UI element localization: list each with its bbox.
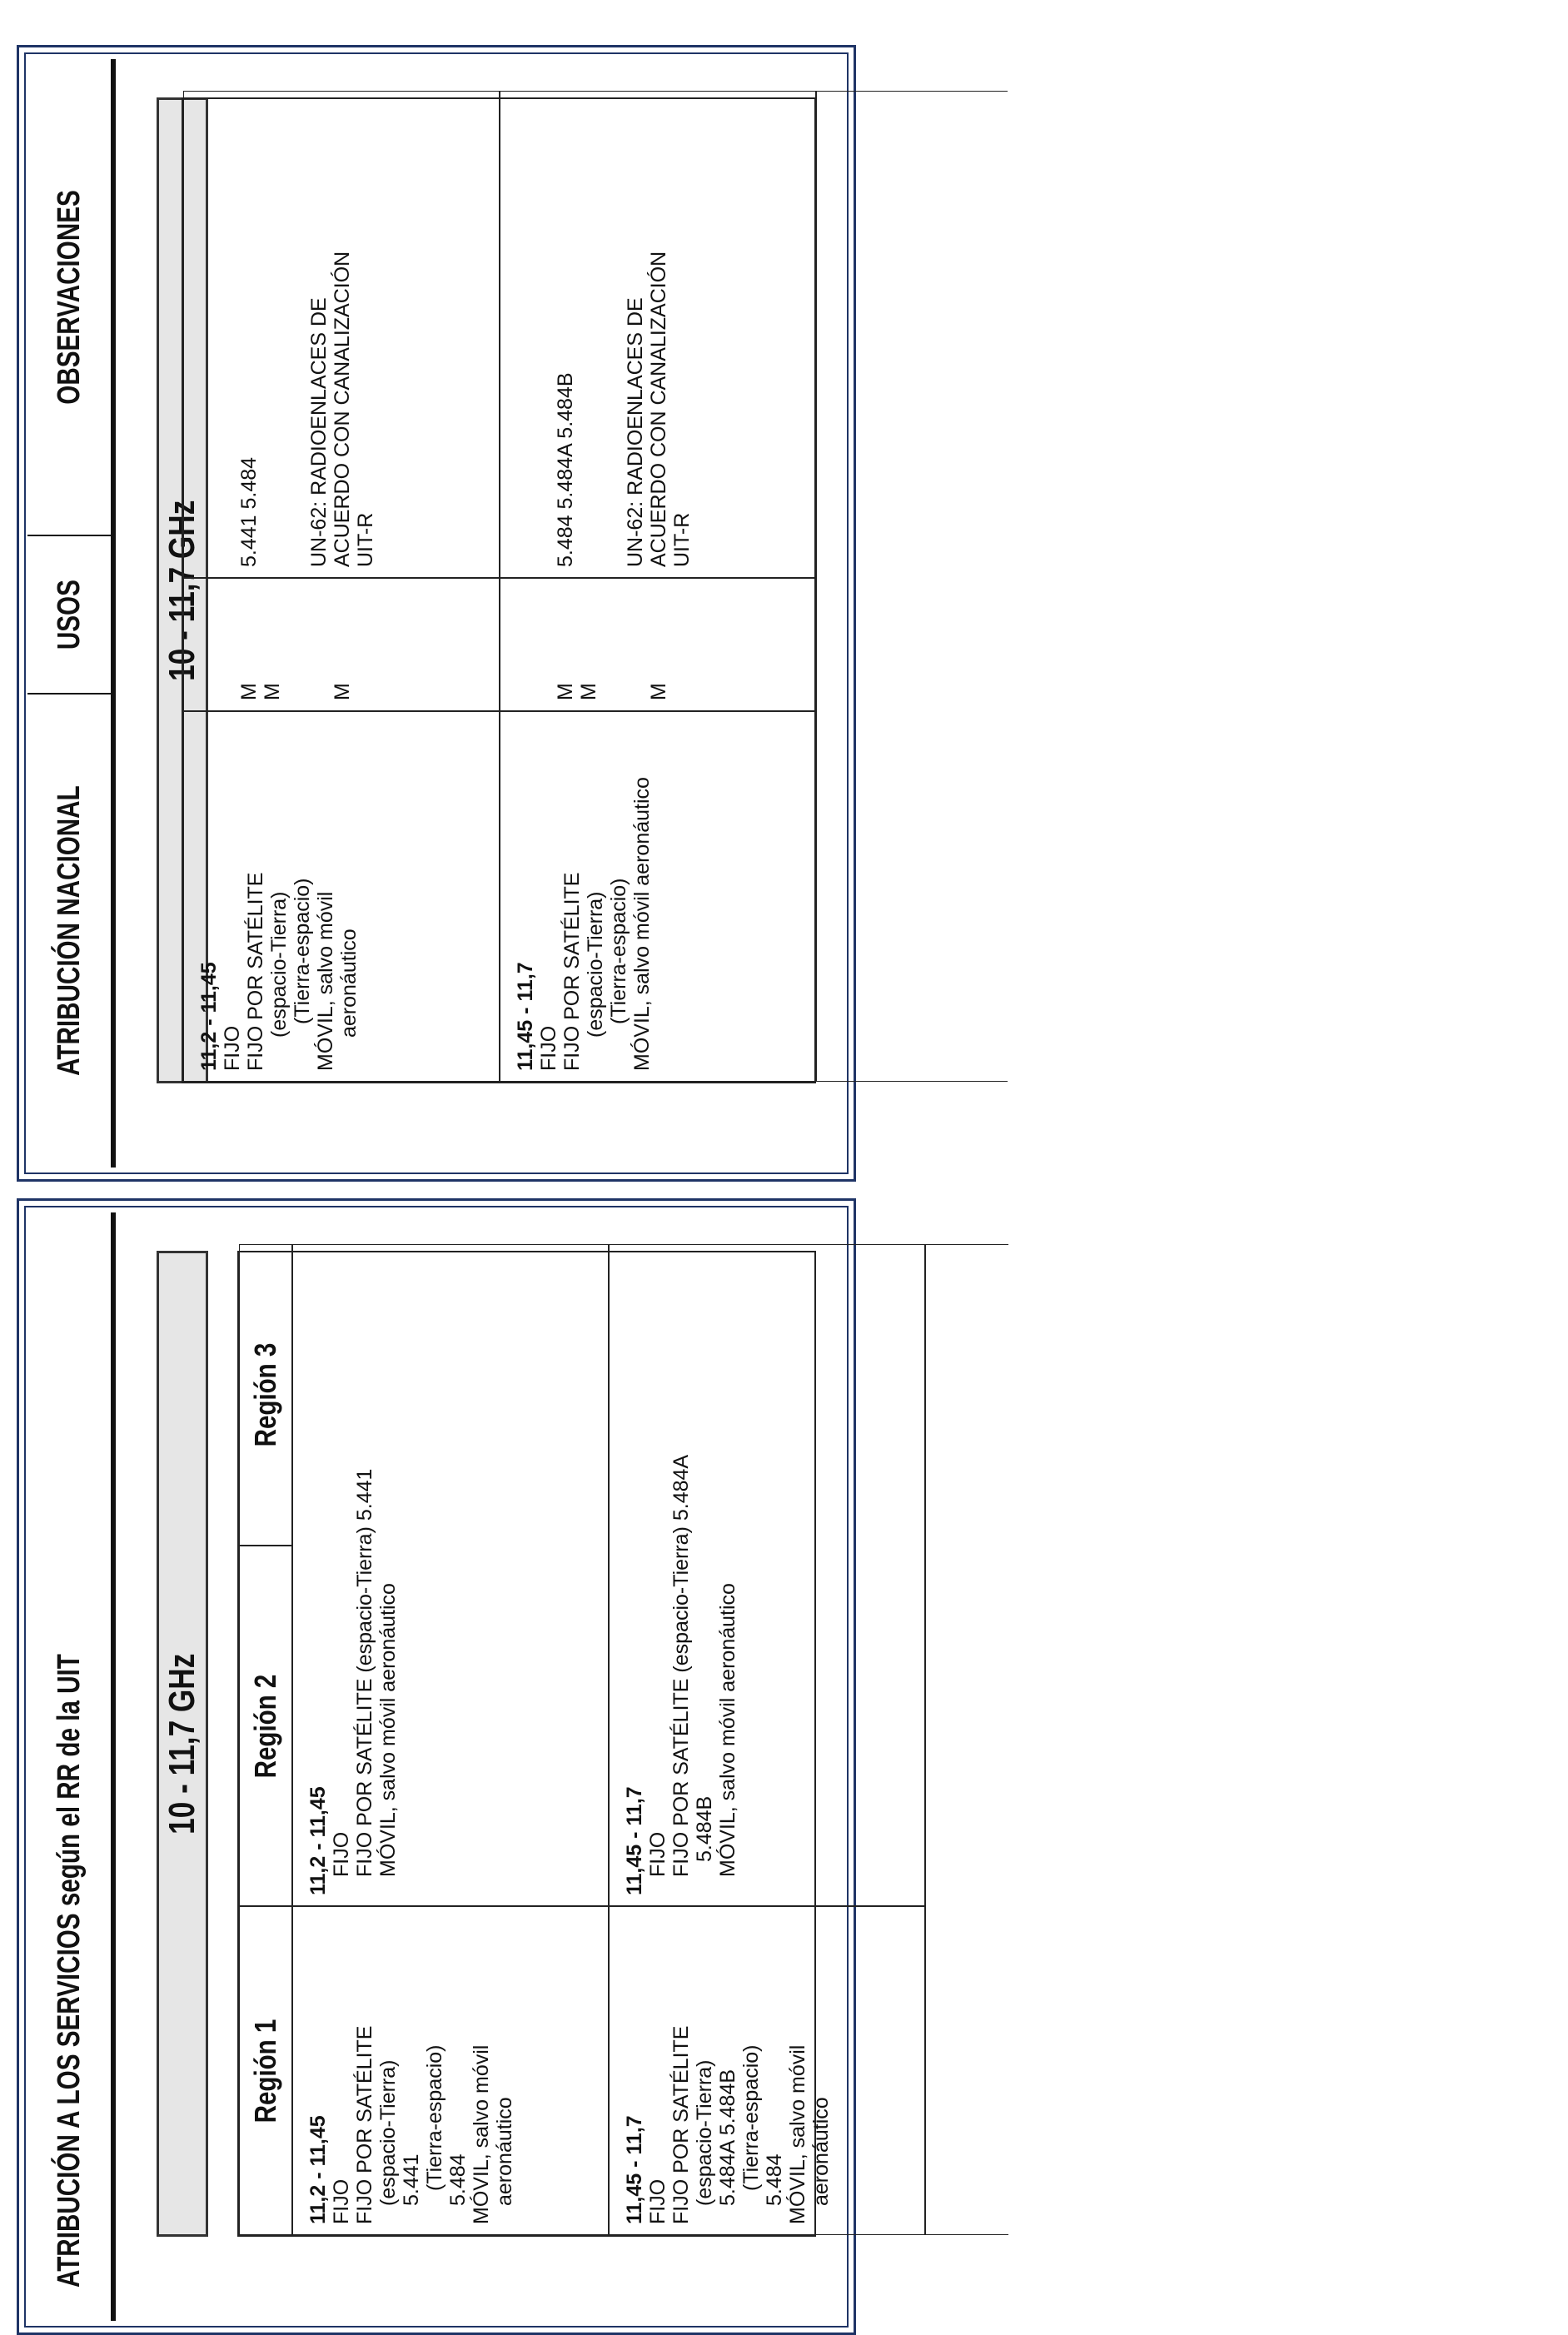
service-line: FIJO POR SATÉLITE (espacio-Tierra) 5.441 bbox=[353, 1468, 376, 1877]
service-line: (Tierra-espacio) bbox=[291, 878, 314, 1024]
itu-band-label: 10 - 11,7 GHz bbox=[162, 1653, 202, 1835]
header-atribucion-nacional bbox=[27, 693, 111, 1168]
row1-atribucion-cell bbox=[183, 711, 500, 1082]
service-line: (Tierra-espacio) bbox=[423, 2044, 446, 2191]
service-line: (espacio-Tierra) bbox=[693, 2059, 716, 2206]
header-region-2 bbox=[239, 1546, 292, 1906]
service-line: (Tierra-espacio) bbox=[607, 878, 630, 1024]
uso-code: M bbox=[237, 683, 261, 700]
service-line: FIJO POR SATÉLITE (espacio-Tierra) 5.484A bbox=[670, 1454, 693, 1877]
row1-observaciones-cell bbox=[183, 91, 500, 578]
uso-code: M bbox=[554, 683, 577, 700]
service-line: MÓVIL, salvo móvil aeronáutico bbox=[630, 777, 654, 1071]
header-region-3 bbox=[239, 1244, 292, 1546]
service-line: FIJO POR SATÉLITE bbox=[353, 2025, 376, 2224]
observation-line: UIT-R bbox=[670, 512, 694, 567]
observation-line: UN-62: RADIOENLACES DE bbox=[624, 297, 647, 567]
national-header-row bbox=[27, 59, 116, 1168]
header-atribucion-label: ATRIBUCIÓN NACIONAL bbox=[51, 785, 87, 1077]
service-line: (espacio-Tierra) bbox=[376, 2059, 400, 2206]
empty-area bbox=[925, 1244, 1008, 2235]
band-range: 11,2 - 11,45 bbox=[306, 2115, 330, 2224]
service-line: FIJO bbox=[330, 1831, 353, 1877]
row2-observaciones-cell bbox=[500, 91, 816, 578]
row1-region23-cell bbox=[292, 1244, 609, 1906]
footnote-line: 5.484 bbox=[763, 2153, 786, 2206]
band-range: 11,2 - 11,45 bbox=[197, 962, 221, 1071]
footnote-line: 5.484 5.484A 5.484B bbox=[554, 372, 577, 567]
national-allocation-panel bbox=[17, 45, 856, 1182]
service-line: aeronáutico bbox=[337, 929, 361, 1038]
service-line: FIJO POR SATÉLITE bbox=[244, 872, 267, 1071]
service-line: MÓVIL, salvo móvil aeronáutico bbox=[376, 1583, 400, 1877]
row2-region1-cell bbox=[609, 1906, 925, 2235]
service-line: MÓVIL, salvo móvil bbox=[314, 891, 337, 1071]
service-line: (Tierra-espacio) bbox=[739, 2044, 763, 2191]
row1-region1-cell bbox=[292, 1906, 609, 2235]
uso-code: M bbox=[261, 683, 284, 700]
rotated-sheet bbox=[17, 189, 856, 2335]
service-line: FIJO bbox=[330, 2178, 353, 2224]
row2-usos-cell bbox=[500, 578, 816, 711]
band-range: 11,45 - 11,7 bbox=[623, 1786, 646, 1895]
service-line: FIJO bbox=[221, 1025, 244, 1071]
national-band-label: 10 - 11,7 GHz bbox=[162, 500, 202, 681]
service-line: aeronáutico bbox=[809, 2097, 833, 2206]
header-observaciones bbox=[27, 59, 111, 535]
header-usos bbox=[27, 535, 111, 693]
service-line: FIJO bbox=[646, 1831, 670, 1877]
service-line: (espacio-Tierra) bbox=[267, 891, 291, 1038]
uso-code: M bbox=[647, 683, 670, 700]
row1-usos-cell bbox=[183, 578, 500, 711]
observation-line: ACUERDO CON CANALIZACIÓN bbox=[647, 251, 670, 567]
service-line: aeronáutico bbox=[493, 2097, 516, 2206]
service-line: MÓVIL, salvo móvil bbox=[470, 2044, 493, 2224]
observation-line: UIT-R bbox=[354, 512, 377, 567]
header-region-1 bbox=[239, 1906, 292, 2235]
service-line: FIJO POR SATÉLITE bbox=[560, 872, 584, 1071]
service-line: FIJO POR SATÉLITE bbox=[670, 2025, 693, 2224]
header-region-2-label: Región 2 bbox=[248, 1674, 282, 1778]
footnote-line: 5.484A 5.484B bbox=[716, 2069, 739, 2206]
row2-atribucion-cell bbox=[500, 711, 816, 1082]
itu-title-row bbox=[27, 1212, 116, 2321]
row2-region23-cell bbox=[609, 1244, 925, 1906]
header-usos-label: USOS bbox=[51, 580, 87, 650]
service-line: (espacio-Tierra) bbox=[584, 891, 607, 1038]
service-line: FIJO bbox=[537, 1025, 560, 1071]
national-table bbox=[182, 97, 816, 1083]
service-line: MÓVIL, salvo móvil aeronáutico bbox=[716, 1583, 739, 1877]
service-line: FIJO bbox=[646, 2178, 670, 2224]
band-range: 11,45 - 11,7 bbox=[623, 2115, 646, 2224]
itu-band-header bbox=[157, 1251, 208, 2237]
uso-code: M bbox=[577, 683, 600, 700]
uso-code: M bbox=[331, 683, 354, 700]
header-observaciones-label: OBSERVACIONES bbox=[51, 189, 87, 405]
itu-table bbox=[237, 1251, 833, 2237]
footnote-line: 5.441 5.484 bbox=[237, 456, 261, 567]
footnote-line: 5.484B bbox=[693, 1795, 716, 1862]
band-range: 11,45 - 11,7 bbox=[514, 962, 537, 1071]
footnote-line: 5.484 bbox=[446, 2153, 470, 2206]
band-range: 11,2 - 11,45 bbox=[306, 1786, 330, 1895]
observation-line: UN-62: RADIOENLACES DE bbox=[307, 297, 331, 567]
itu-title: ATRIBUCIÓN A LOS SERVICIOS según el RR de la UIT bbox=[51, 1654, 87, 2288]
header-region-1-label: Región 1 bbox=[248, 2019, 282, 2123]
service-line: MÓVIL, salvo móvil bbox=[786, 2044, 809, 2224]
observation-line: ACUERDO CON CANALIZACIÓN bbox=[331, 251, 354, 567]
empty-area bbox=[816, 91, 1008, 1082]
footnote-line: 5.441 bbox=[400, 2153, 423, 2206]
header-region-3-label: Región 3 bbox=[248, 1342, 282, 1447]
itu-allocation-panel bbox=[17, 1198, 856, 2335]
